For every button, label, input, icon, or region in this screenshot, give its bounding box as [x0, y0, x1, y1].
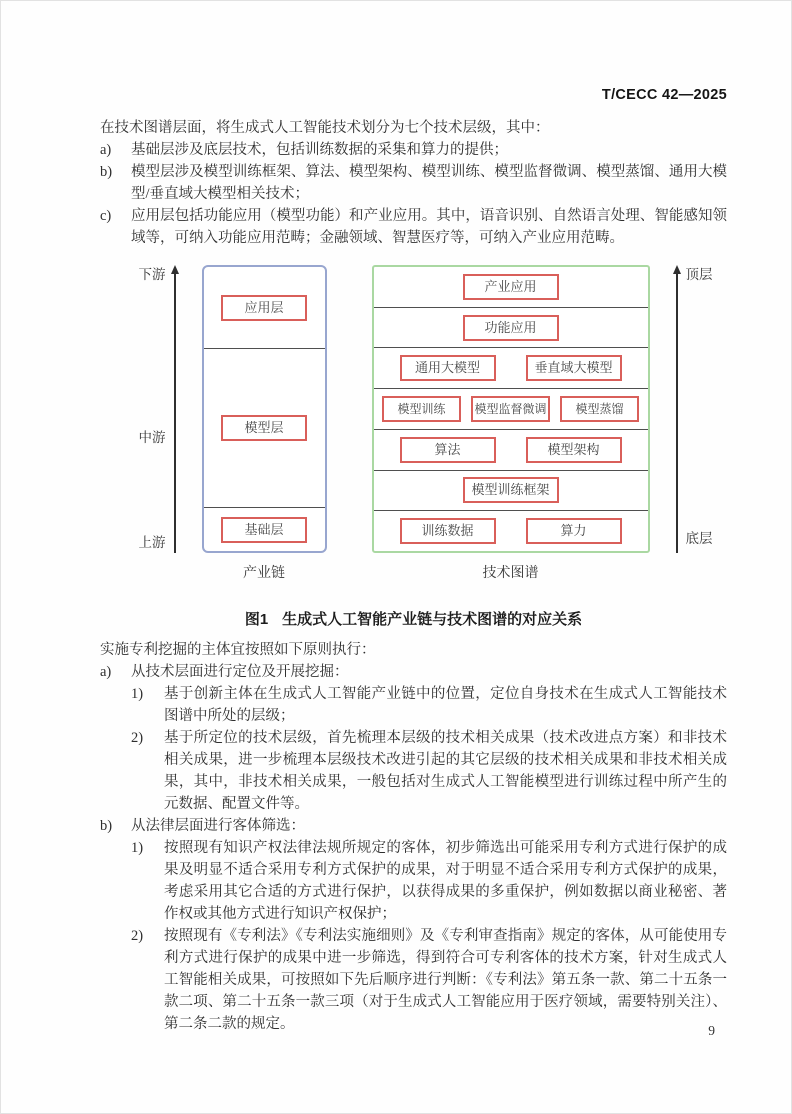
list-item-content: [131, 661, 727, 815]
diagram-node: 算法: [400, 437, 496, 463]
list-item: [100, 161, 727, 205]
diagram-node: 基础层: [221, 517, 307, 543]
axis-label-downstream: 下游: [138, 267, 166, 282]
document-header: [100, 87, 727, 103]
industry-layer-section: [204, 507, 325, 551]
up-arrow-icon: [672, 265, 682, 553]
sub-list-item: [131, 837, 727, 925]
list-item-text: 模型层涉及模型训练框架、算法、模型架构、模型训练、模型监督微调、模型蒸馏、通用大模型/垂直域大模型相关技术；: [131, 164, 727, 202]
sub-list-item-text: 按照现有《专利法》《专利法实施细则》及《专利审查指南》规定的客体，从可能使用专利方式进行保护的成果中进一步筛选，得到符合可专利客体的技术方案，针对生成式人工智能相关成果，可按照如下先后顺序进行判断：《专利法》第五条一款、第二十五条一款二项、第二十五条一款三项（对于生成式人工智能应用于医疗领域，需要特别关注）、第二条二款的规定。: [164, 928, 727, 1032]
diagram-node: 算力: [526, 518, 622, 544]
diagram-node: 模型蒸馏: [560, 396, 639, 422]
list-item-text: 从技术层面进行定位及开展挖掘：: [131, 664, 349, 680]
list-item-text: 从法律层面进行客体筛选：: [131, 818, 305, 834]
industry-chain-box: [202, 265, 327, 553]
figure-caption-number: 图1: [244, 611, 269, 628]
diagram-node: 模型架构: [526, 437, 622, 463]
page-number: 9: [708, 1023, 715, 1038]
diagram-node: 应用层: [221, 295, 307, 321]
list-item-text: 基础层涉及底层技术，包括训练数据的采集和算力的提供；: [131, 142, 508, 158]
figure-1: [100, 265, 727, 629]
diagram-node: 模型层: [221, 415, 307, 441]
tech-map-axis: [664, 265, 712, 553]
diagram-node: 通用大模型: [400, 355, 496, 381]
list-item: [100, 661, 727, 815]
industry-layer-section: [204, 348, 325, 507]
sub-list-marker: 2): [131, 928, 144, 944]
list-item: [100, 139, 727, 161]
sub-list-item-text: 基于所定位的技术层级，首先梳理本层级的技术相关成果（技术改进点方案）和非技术相关成果，进一步梳理本层级技术改进引起的其它层级的技术相关成果和非技术相关成果，其中，非技术相关成果，一般包括对生成式人工智能模型进行训练过程中所产生的元数据、配置文件等。: [164, 730, 727, 812]
figure-caption: [100, 608, 727, 629]
up-arrow-icon: [170, 265, 180, 553]
standard-number: T/CECC 42—2025: [601, 87, 727, 103]
sub-list-item-text: 基于创新主体在生成式人工智能产业链中的位置，定位自身技术在生成式人工智能技术图谱中所处的层级；: [164, 686, 727, 724]
axis-label-top-layer: 顶层: [685, 267, 713, 282]
arrow-shaft: [676, 274, 678, 553]
list-item-text: 应用层包括功能应用（模型功能）和产业应用。其中，语音识别、自然语言处理、智能感知领域等，可纳入功能应用范畴；金融领域、智慧医疗等，可纳入产业应用范畴。: [131, 208, 727, 246]
sub-list-marker: 1): [131, 686, 144, 702]
arrow-shaft: [174, 274, 176, 553]
arrow-head-icon: [673, 265, 681, 274]
list-marker: b): [100, 818, 113, 834]
diagram-node: 垂直域大模型: [526, 355, 622, 381]
diagram-node: 模型训练框架: [463, 477, 559, 503]
industry-layer-section: [204, 267, 325, 348]
tech-map-label: 技术图谱: [482, 566, 539, 581]
tech-map-row: [374, 307, 648, 348]
list-item: [100, 205, 727, 249]
tech-map-row: [374, 429, 648, 470]
diagram-node: 模型监督微调: [471, 396, 550, 422]
axis-label-bottom-layer: 底层: [685, 531, 713, 546]
tech-map-row: [374, 470, 648, 511]
industry-chain-panel: [202, 265, 327, 582]
tech-map-row: [374, 267, 648, 307]
list-item: [100, 815, 727, 1035]
list-marker: a): [100, 142, 112, 158]
tech-map-box: [372, 265, 650, 553]
industry-chain-label: 产业链: [243, 566, 285, 581]
figure-diagram: [112, 265, 739, 582]
list-marker: b): [100, 164, 113, 180]
list-marker: c): [100, 208, 112, 224]
diagram-node: 功能应用: [463, 315, 559, 341]
list-marker: a): [100, 664, 112, 680]
sub-list-marker: 1): [131, 840, 144, 856]
sub-list-item: [131, 925, 727, 1035]
tech-map-row: [374, 510, 648, 551]
sub-list-item-text: 按照现有知识产权法律法规所规定的客体，初步筛选出可能采用专利方式进行保护的成果及明显不适合采用专利方式保护的成果，对于明显不适合采用专利方式保护的成果，考虑采用其它合适的方式进行保护，以获得成果的多重保护，例如数据以商业秘密、著作权或其他方式进行知识产权保护；: [164, 840, 727, 922]
sub-list-item: [131, 727, 727, 815]
diagram-node: 产业应用: [463, 274, 559, 300]
principles-intro: 实施专利挖掘的主体宜按照如下原则执行：: [100, 642, 376, 658]
sub-list-marker: 2): [131, 730, 144, 746]
intro-paragraph: 在技术图谱层面，将生成式人工智能技术划分为七个技术层级，其中：: [100, 120, 550, 136]
industry-chain-axis: [140, 265, 188, 553]
axis-label-midstream: 中游: [138, 430, 166, 446]
tech-level-list: [100, 139, 727, 249]
figure-caption-title: 生成式人工智能产业链与技术图谱的对应关系: [282, 611, 583, 628]
principles-list: [100, 661, 727, 1035]
axis-label-upstream: 上游: [138, 535, 166, 550]
diagram-node: 训练数据: [400, 518, 496, 544]
list-item-content: [131, 815, 727, 1035]
tech-map-row: [374, 388, 648, 429]
tech-map-row: [374, 347, 648, 388]
diagram-node: 模型训练: [382, 396, 461, 422]
sub-list-item: [131, 683, 727, 727]
arrow-head-icon: [171, 265, 179, 274]
tech-map-panel: [372, 265, 650, 582]
